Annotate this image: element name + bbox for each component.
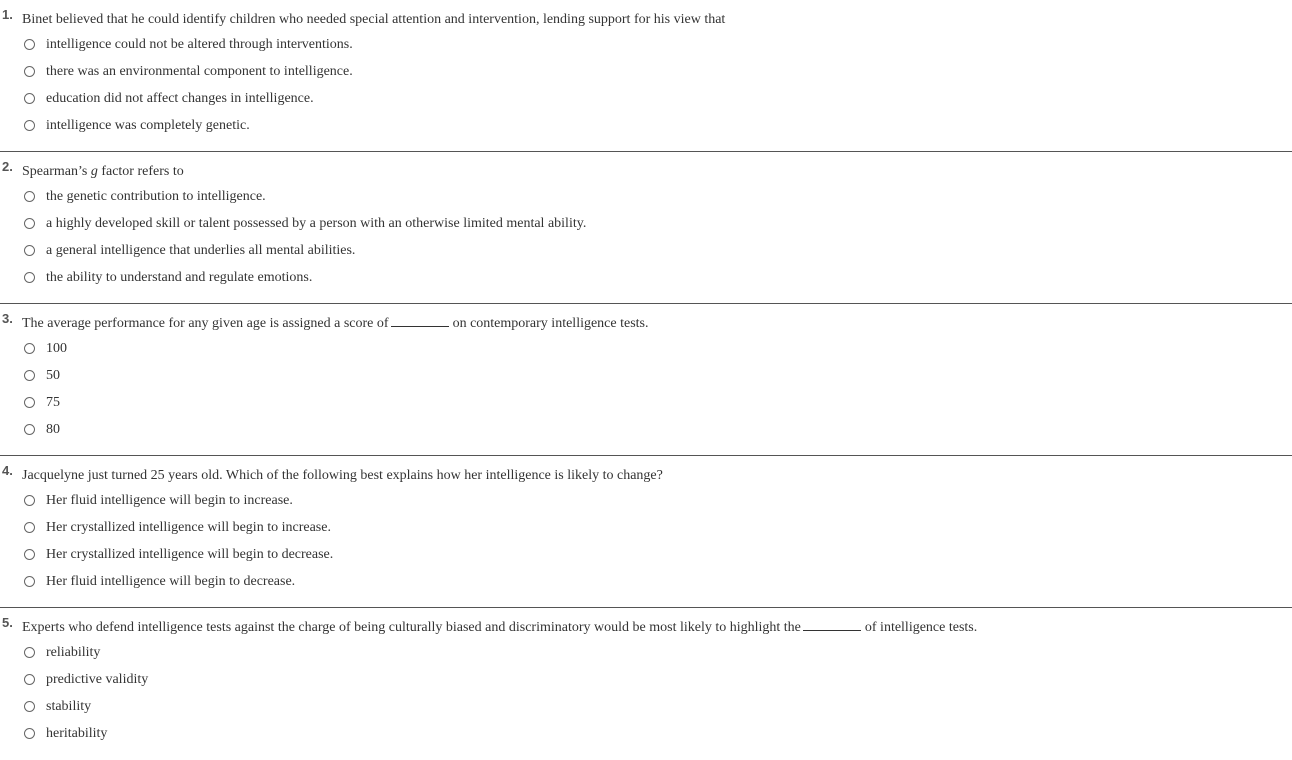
question-text-start: The average performance for any given age is assigned a score of	[22, 316, 389, 331]
radio-button[interactable]	[24, 728, 35, 739]
question-number: 1.	[2, 7, 13, 22]
option-label[interactable]: a general intelligence that underlies all mental abilities.	[46, 243, 356, 258]
answer-option[interactable]	[24, 189, 586, 216]
radio-button[interactable]	[24, 39, 35, 50]
question-header	[2, 615, 978, 636]
question-text-italic: g	[90, 164, 98, 179]
answer-option[interactable]	[24, 243, 586, 270]
answer-options	[24, 645, 148, 753]
option-label[interactable]: education did not affect changes in intelligence.	[46, 91, 314, 106]
answer-option[interactable]	[24, 493, 333, 520]
option-label[interactable]: Her crystallized intelligence will begin to decrease.	[46, 547, 334, 562]
option-label[interactable]: 80	[46, 422, 60, 437]
question-text-start: Experts who defend intelligence tests against the charge of being culturally biased and discriminatory would be most likely to highlight the	[22, 620, 801, 635]
answer-option[interactable]	[24, 270, 586, 297]
question-text-start: Spearman’s	[22, 164, 91, 179]
answer-option[interactable]	[24, 395, 67, 422]
radio-button[interactable]	[24, 495, 35, 506]
question-text-end: of intelligence tests.	[864, 620, 978, 635]
option-label[interactable]: predictive validity	[46, 672, 149, 687]
radio-button[interactable]	[24, 424, 35, 435]
radio-button[interactable]	[24, 343, 35, 354]
option-label[interactable]: reliability	[46, 645, 101, 660]
answer-options	[24, 189, 586, 297]
radio-button[interactable]	[24, 701, 35, 712]
answer-option[interactable]	[24, 37, 353, 64]
option-label[interactable]: Her fluid intelligence will begin to increase.	[46, 493, 293, 508]
option-label[interactable]: stability	[46, 699, 92, 714]
fill-in-blank	[391, 315, 449, 327]
option-label[interactable]: the genetic contribution to intelligence.	[46, 189, 266, 204]
radio-button[interactable]	[24, 549, 35, 560]
radio-button[interactable]	[24, 120, 35, 131]
answer-option[interactable]	[24, 672, 148, 699]
radio-button[interactable]	[24, 647, 35, 658]
radio-button[interactable]	[24, 370, 35, 381]
answer-option[interactable]	[24, 699, 148, 726]
fill-in-blank	[803, 619, 861, 631]
option-label[interactable]: the ability to understand and regulate emotions.	[46, 270, 313, 285]
radio-button[interactable]	[24, 66, 35, 77]
question-text	[22, 164, 184, 179]
question-text-end: factor refers to	[97, 164, 184, 179]
answer-options	[24, 493, 333, 601]
answer-option[interactable]	[24, 547, 333, 574]
option-label[interactable]: 100	[46, 341, 67, 356]
answer-option[interactable]	[24, 368, 67, 395]
option-label[interactable]: Her fluid intelligence will begin to decrease.	[46, 574, 296, 589]
answer-option[interactable]	[24, 64, 353, 91]
radio-button[interactable]	[24, 397, 35, 408]
question-header	[2, 7, 726, 28]
question-number: 2.	[2, 159, 13, 174]
answer-option[interactable]	[24, 520, 333, 547]
answer-option[interactable]	[24, 422, 67, 449]
answer-option[interactable]	[24, 726, 148, 753]
radio-button[interactable]	[24, 272, 35, 283]
radio-button[interactable]	[24, 522, 35, 533]
radio-button[interactable]	[24, 93, 35, 104]
radio-button[interactable]	[24, 245, 35, 256]
answer-option[interactable]	[24, 118, 353, 145]
question-1	[0, 0, 1292, 152]
question-5	[0, 608, 1292, 760]
option-label[interactable]: there was an environmental component to intelligence.	[46, 64, 353, 79]
question-text-end: on contemporary intelligence tests.	[452, 316, 649, 331]
option-label[interactable]: 50	[46, 368, 60, 383]
radio-button[interactable]	[24, 576, 35, 587]
radio-button[interactable]	[24, 674, 35, 685]
answer-option[interactable]	[24, 645, 148, 672]
question-text: Jacquelyne just turned 25 years old. Which of the following best explains how her intelligence is likely to change?	[22, 468, 663, 483]
answer-option[interactable]	[24, 91, 353, 118]
question-number: 5.	[2, 615, 13, 630]
option-label[interactable]: 75	[46, 395, 60, 410]
option-label[interactable]: intelligence could not be altered through interventions.	[46, 37, 353, 52]
question-number: 3.	[2, 311, 13, 326]
option-label[interactable]: heritability	[46, 726, 108, 741]
question-text	[22, 620, 977, 635]
answer-option[interactable]	[24, 216, 586, 243]
question-text	[22, 316, 649, 331]
question-header	[2, 159, 184, 180]
option-label[interactable]: intelligence was completely genetic.	[46, 118, 250, 133]
question-4	[0, 456, 1292, 608]
option-label[interactable]: a highly developed skill or talent possessed by a person with an otherwise limited mental ability.	[46, 216, 587, 231]
answer-option[interactable]	[24, 341, 67, 368]
option-label[interactable]: Her crystallized intelligence will begin to increase.	[46, 520, 331, 535]
answer-option[interactable]	[24, 574, 333, 601]
question-text: Binet believed that he could identify children who needed special attention and intervention, lending support for his view that	[22, 12, 726, 27]
radio-button[interactable]	[24, 218, 35, 229]
question-header	[2, 311, 649, 332]
question-3	[0, 304, 1292, 456]
question-number: 4.	[2, 463, 13, 478]
answer-options	[24, 37, 353, 145]
question-2	[0, 152, 1292, 304]
radio-button[interactable]	[24, 191, 35, 202]
answer-options	[24, 341, 67, 449]
question-header	[2, 463, 663, 484]
